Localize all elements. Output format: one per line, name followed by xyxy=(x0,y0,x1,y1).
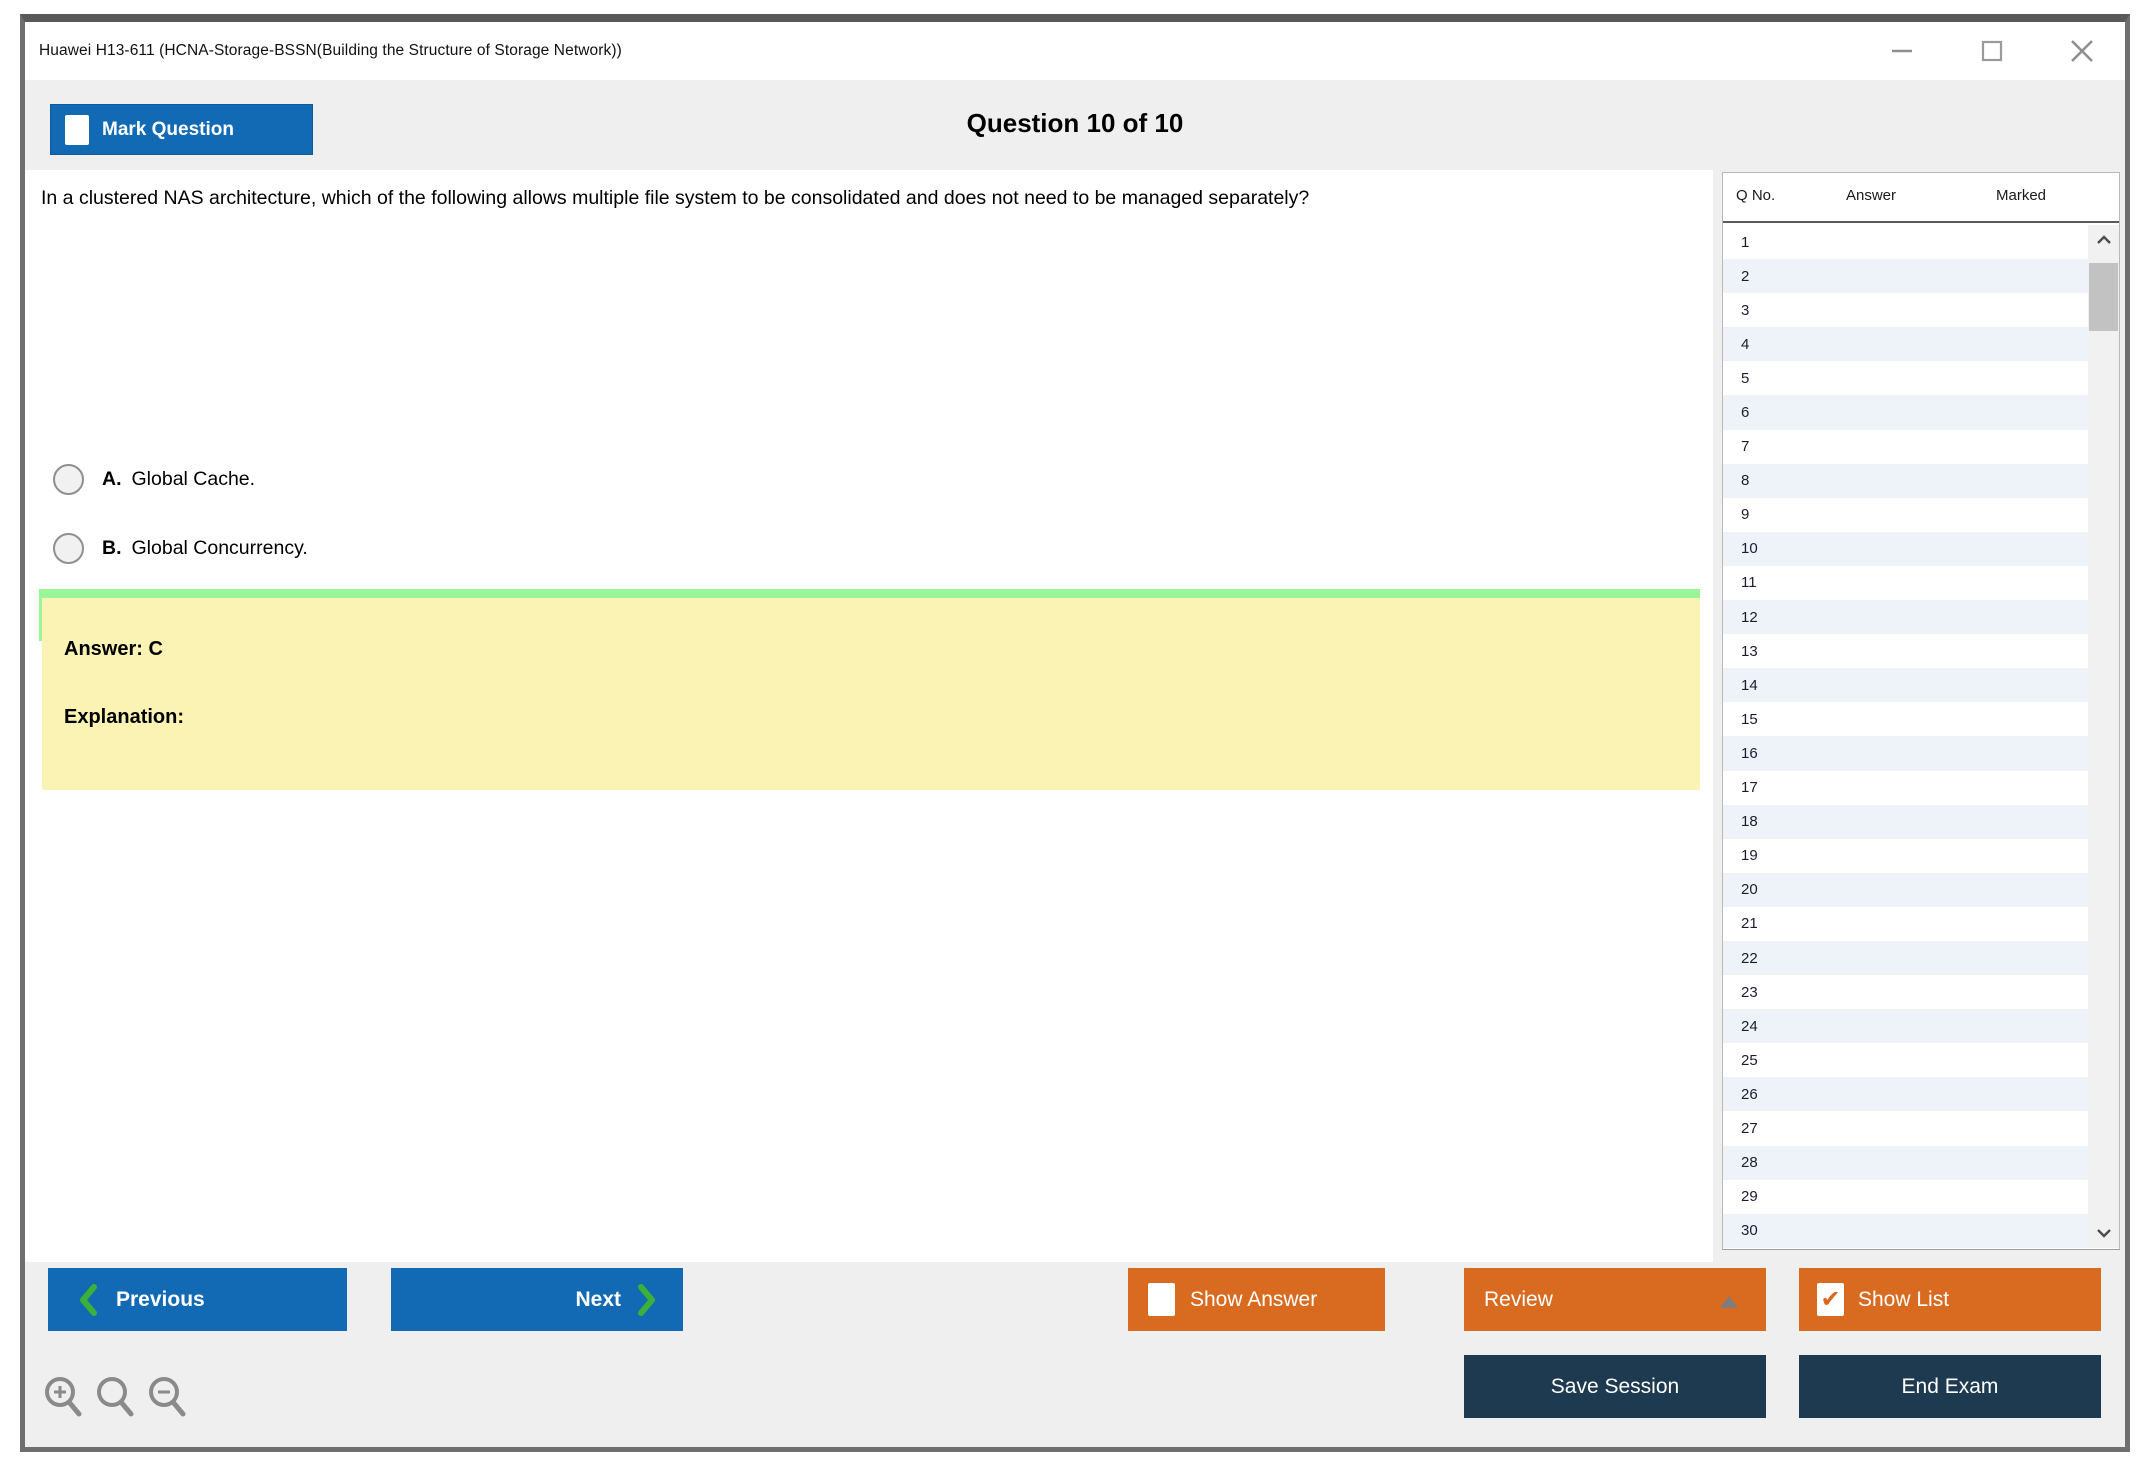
qlist-row[interactable] xyxy=(1723,702,2088,736)
qlist-cell-qno: 30 xyxy=(1741,1222,1758,1240)
zoom-out-icon[interactable] xyxy=(145,1374,189,1420)
qlist-row[interactable] xyxy=(1723,1043,2088,1077)
scrollbar-thumb[interactable] xyxy=(2089,263,2118,331)
show-answer-label: Show Answer xyxy=(1190,1287,1318,1311)
question-text: In a clustered NAS architecture, which of the following allows multiple file system to be consolidated and does not need to be managed separately? xyxy=(41,187,1310,209)
qlist-cell-qno: 11 xyxy=(1741,574,1757,592)
qlist-row[interactable] xyxy=(1723,839,2088,873)
radio-option-b[interactable] xyxy=(53,533,84,564)
explanation-label: Explanation: xyxy=(64,706,185,728)
zoom-toolbar xyxy=(41,1374,189,1420)
chevron-left-icon xyxy=(78,1284,98,1316)
option-row-a[interactable] xyxy=(39,453,1700,505)
show-answer-button[interactable] xyxy=(1128,1268,1385,1331)
title-bar xyxy=(25,22,2125,80)
option-letter: A. xyxy=(102,467,122,490)
header-band xyxy=(25,80,2125,172)
bottom-bar xyxy=(25,1262,2125,1444)
qlist-cell-qno: 6 xyxy=(1741,404,1750,422)
answer-explanation-box xyxy=(42,598,1700,790)
qlist-cell-qno: 12 xyxy=(1741,608,1758,626)
end-exam-label: End Exam xyxy=(1901,1374,1999,1398)
qlist-row[interactable] xyxy=(1723,668,2088,702)
triangle-up-icon xyxy=(1720,1296,1738,1308)
qlist-cell-qno: 5 xyxy=(1741,369,1750,387)
qlist-row[interactable] xyxy=(1723,771,2088,805)
qlist-row[interactable] xyxy=(1723,1180,2088,1214)
qlist-row[interactable] xyxy=(1723,805,2088,839)
qlist-cell-qno: 8 xyxy=(1741,472,1750,490)
qlist-cell-qno: 18 xyxy=(1741,813,1758,831)
qlist-cell-qno: 1 xyxy=(1741,233,1750,251)
minimize-button[interactable] xyxy=(1885,34,1919,68)
question-list-scrollbar[interactable] xyxy=(2088,225,2119,1248)
qlist-row[interactable] xyxy=(1723,907,2088,941)
question-list-header xyxy=(1723,173,2119,223)
qlist-cell-qno: 25 xyxy=(1741,1051,1758,1069)
qlist-cell-qno: 20 xyxy=(1741,881,1758,899)
qlist-cell-qno: 13 xyxy=(1741,642,1758,660)
show-list-button[interactable] xyxy=(1799,1268,2101,1331)
qlist-cell-qno: 10 xyxy=(1741,540,1758,558)
qlist-cell-qno: 26 xyxy=(1741,1085,1758,1103)
review-label: Review xyxy=(1484,1287,1553,1311)
qlist-row[interactable] xyxy=(1723,736,2088,770)
qlist-cell-qno: 22 xyxy=(1741,949,1758,967)
scroll-down-button[interactable] xyxy=(2088,1218,2119,1248)
qlist-row[interactable] xyxy=(1723,225,2088,259)
qlist-row[interactable] xyxy=(1723,361,2088,395)
qlist-cell-qno: 2 xyxy=(1741,267,1750,285)
qlist-cell-qno: 9 xyxy=(1741,506,1750,524)
qlist-cell-qno: 21 xyxy=(1741,915,1758,933)
save-session-label: Save Session xyxy=(1550,1374,1680,1398)
zoom-in-icon[interactable] xyxy=(41,1374,85,1420)
option-letter: B. xyxy=(102,536,122,559)
qlist-cell-qno: 27 xyxy=(1741,1119,1758,1137)
question-list-panel xyxy=(1722,172,2120,1250)
chevron-down-icon xyxy=(2096,1228,2112,1238)
option-text: Global Concurrency. xyxy=(131,536,308,559)
column-header-answer: Answer xyxy=(1846,187,1897,204)
close-icon xyxy=(2068,37,2096,65)
question-panel xyxy=(25,170,1713,1262)
qlist-row[interactable] xyxy=(1723,1146,2088,1180)
qlist-cell-qno: 14 xyxy=(1741,676,1758,694)
radio-option-a[interactable] xyxy=(53,464,84,495)
qlist-row[interactable] xyxy=(1723,1009,2088,1043)
save-session-button[interactable] xyxy=(1464,1355,1766,1418)
window-title: Huawei H13-611 (HCNA-Storage-BSSN(Building the Structure of Storage Network)) xyxy=(39,42,622,59)
scroll-up-button[interactable] xyxy=(2088,225,2119,255)
next-label: Next xyxy=(575,1287,621,1311)
qlist-row[interactable] xyxy=(1723,600,2088,634)
maximize-icon xyxy=(1979,38,2005,64)
column-header-marked: Marked xyxy=(1996,187,2047,204)
next-button[interactable] xyxy=(391,1268,683,1331)
option-row-b[interactable] xyxy=(39,522,1700,574)
qlist-row[interactable] xyxy=(1723,1111,2088,1145)
chevron-up-icon xyxy=(2096,235,2112,245)
qlist-row[interactable] xyxy=(1723,327,2088,361)
qlist-row[interactable] xyxy=(1723,259,2088,293)
qlist-cell-qno: 23 xyxy=(1741,983,1758,1001)
window-controls xyxy=(1885,30,2099,72)
close-button[interactable] xyxy=(2065,34,2099,68)
qlist-row[interactable] xyxy=(1723,395,2088,429)
qlist-row[interactable] xyxy=(1723,1214,2088,1248)
qlist-cell-qno: 29 xyxy=(1741,1188,1758,1206)
qlist-row[interactable] xyxy=(1723,532,2088,566)
qlist-row[interactable] xyxy=(1723,873,2088,907)
maximize-button[interactable] xyxy=(1975,34,2009,68)
previous-button[interactable] xyxy=(48,1268,347,1331)
question-counter: Question 10 of 10 xyxy=(966,108,1184,138)
qlist-cell-qno: 3 xyxy=(1741,301,1750,319)
qlist-cell-qno: 24 xyxy=(1741,1017,1758,1035)
qlist-row[interactable] xyxy=(1723,430,2088,464)
qlist-cell-qno: 17 xyxy=(1741,779,1758,797)
column-header-qno: Q No. xyxy=(1736,187,1776,204)
zoom-icon[interactable] xyxy=(93,1374,137,1420)
chevron-right-icon xyxy=(637,1284,657,1316)
answer-label: Answer: C xyxy=(64,638,163,660)
qlist-row[interactable] xyxy=(1723,941,2088,975)
show-answer-checkbox[interactable] xyxy=(1148,1283,1175,1316)
qlist-row[interactable] xyxy=(1723,975,2088,1009)
show-list-checkbox[interactable] xyxy=(1817,1283,1844,1316)
end-exam-button[interactable] xyxy=(1799,1355,2101,1418)
mark-question-label: Mark Question xyxy=(102,118,234,140)
qlist-cell-qno: 19 xyxy=(1741,847,1758,865)
option-text: Global Cache. xyxy=(131,467,256,490)
show-list-label: Show List xyxy=(1858,1287,1950,1311)
qlist-cell-qno: 7 xyxy=(1741,438,1750,456)
qlist-row[interactable] xyxy=(1723,293,2088,327)
minimize-icon xyxy=(1889,38,1915,64)
qlist-row[interactable] xyxy=(1723,566,2088,600)
qlist-row[interactable] xyxy=(1723,1077,2088,1111)
qlist-row[interactable] xyxy=(1723,634,2088,668)
qlist-cell-qno: 28 xyxy=(1741,1154,1758,1172)
qlist-row[interactable] xyxy=(1723,498,2088,532)
qlist-cell-qno: 15 xyxy=(1741,710,1758,728)
previous-label: Previous xyxy=(116,1287,205,1311)
qlist-row[interactable] xyxy=(1723,464,2088,498)
qlist-rows xyxy=(1723,225,2088,1248)
qlist-cell-qno: 16 xyxy=(1741,744,1758,762)
qlist-cell-qno: 4 xyxy=(1741,335,1750,353)
exam-window xyxy=(20,14,2130,1452)
checkmark-icon: ✔ xyxy=(1820,1285,1841,1313)
review-button[interactable] xyxy=(1464,1268,1766,1331)
